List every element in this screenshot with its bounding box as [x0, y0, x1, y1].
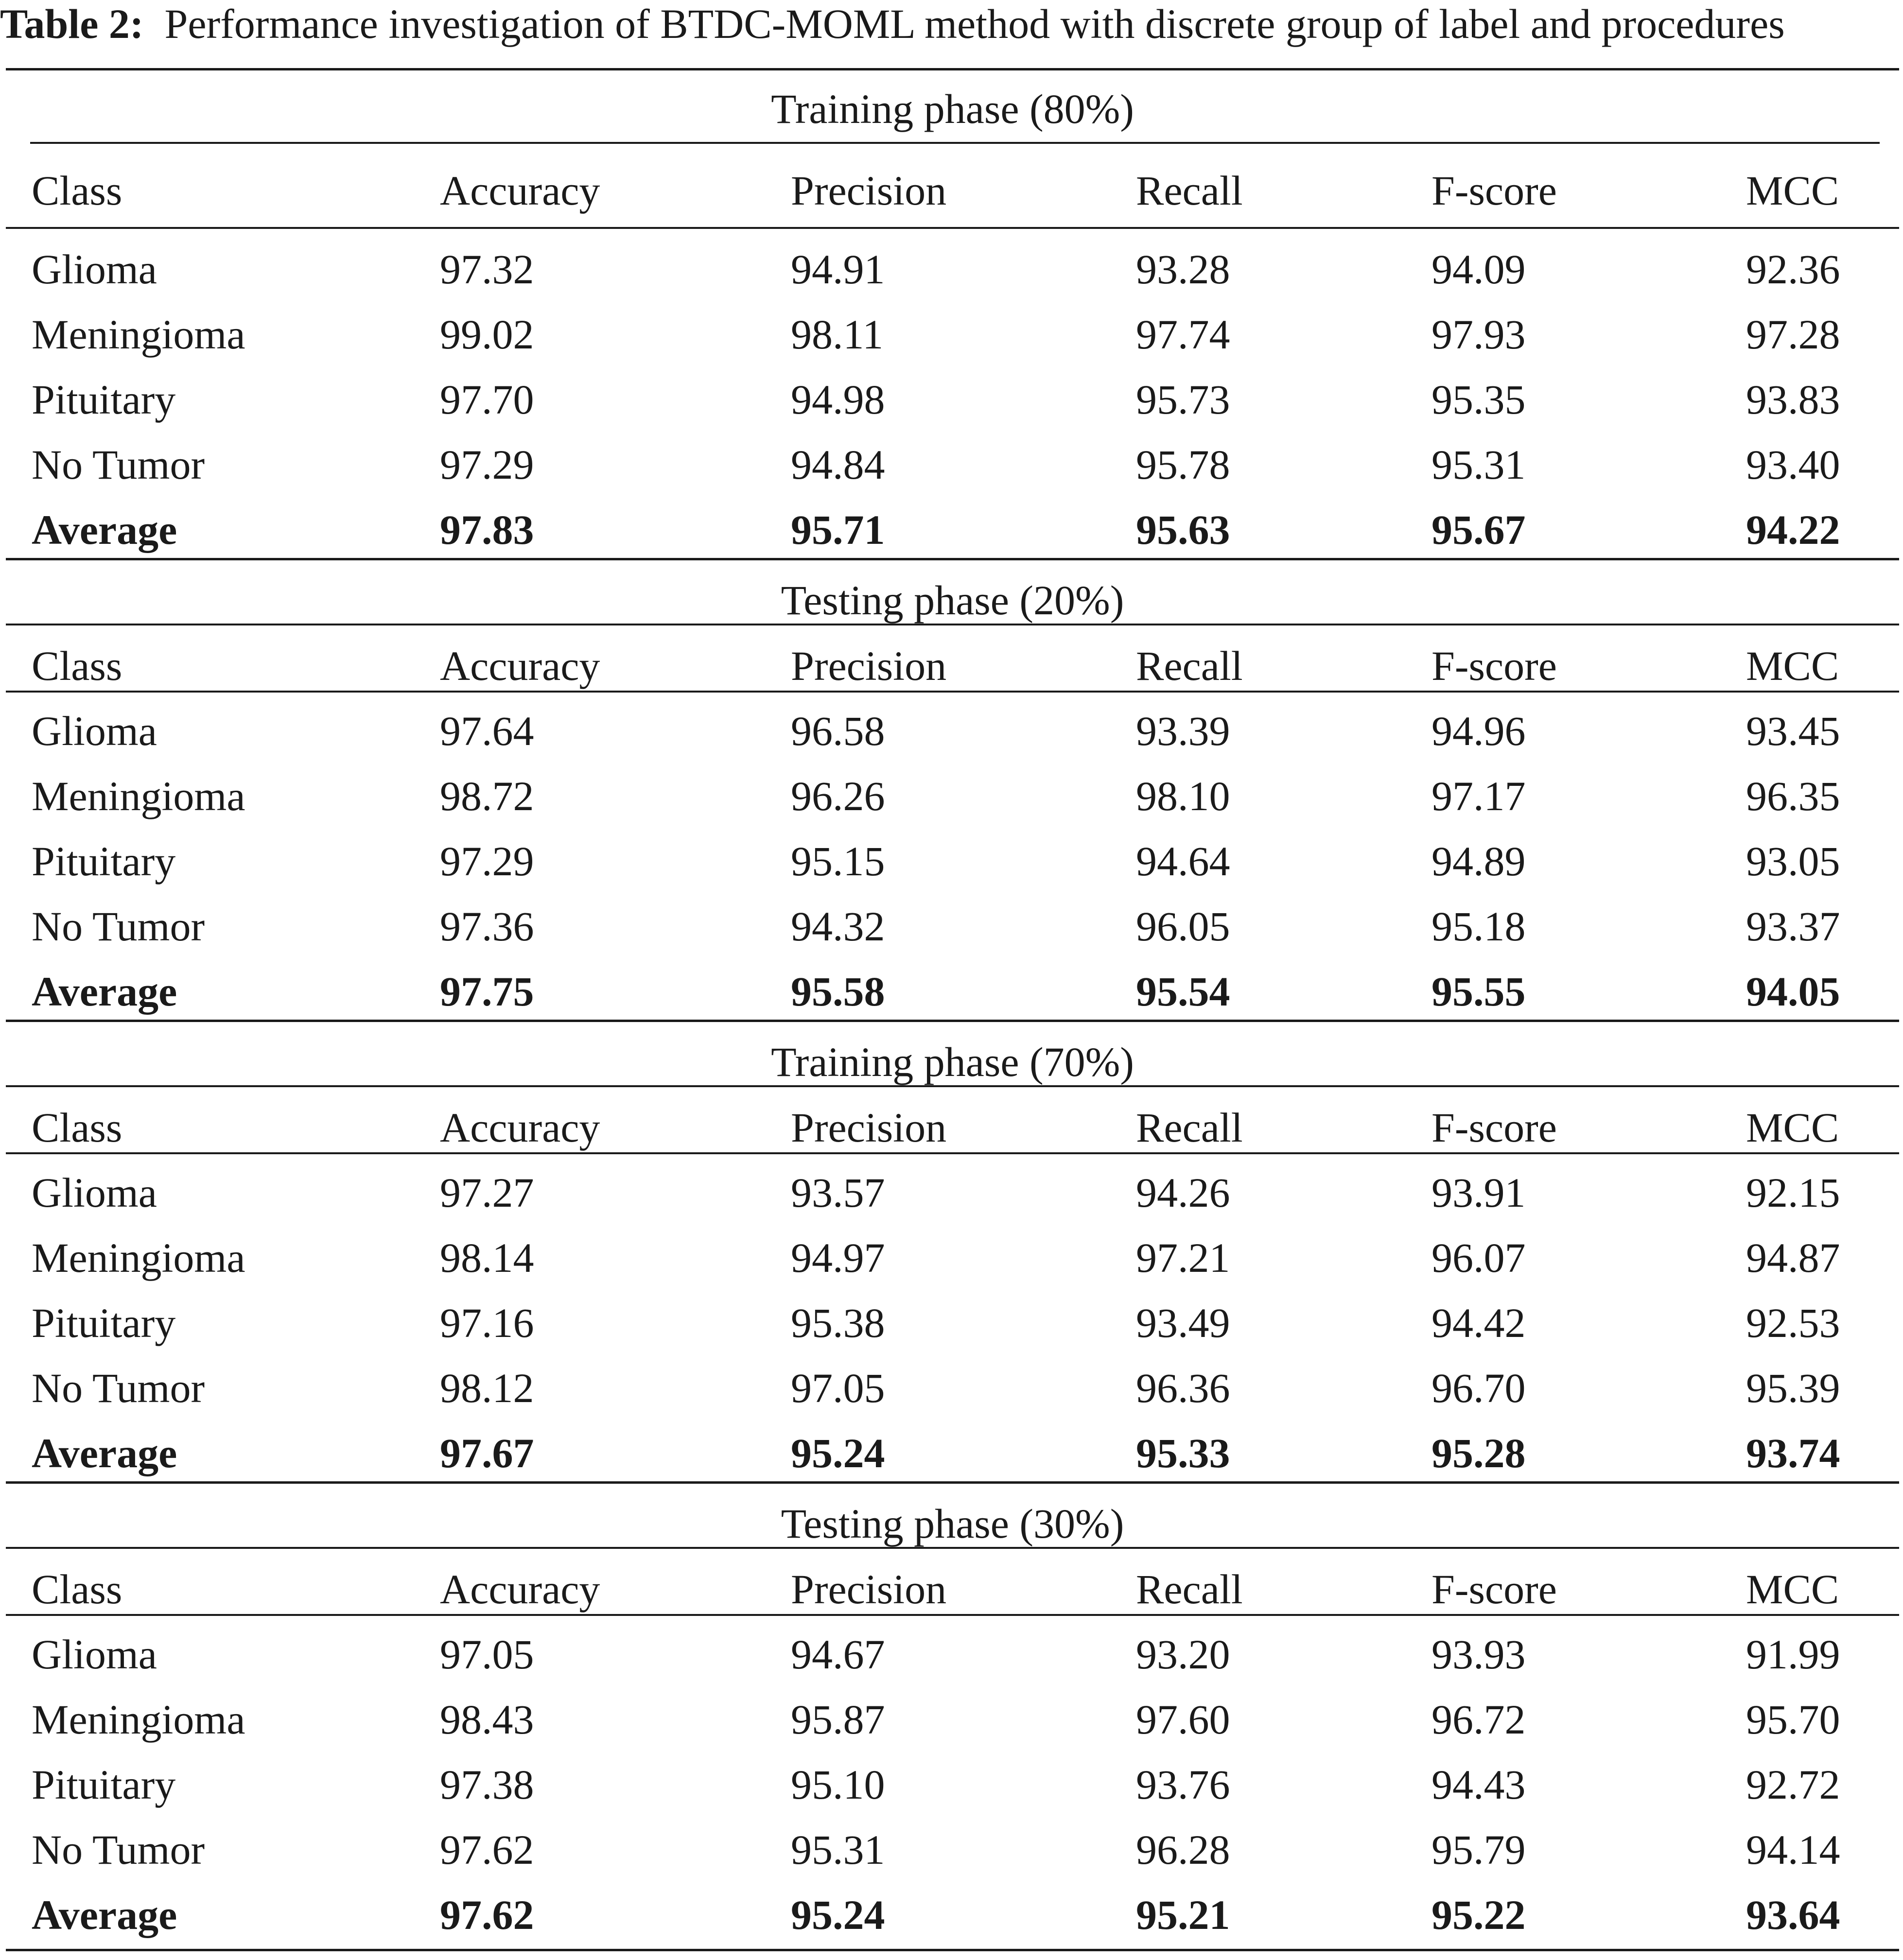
column-header: MCC [1746, 642, 1839, 689]
class-cell: Pituitary [32, 1761, 176, 1808]
value-cell: 97.67 [440, 1430, 534, 1476]
header-row [6, 1095, 1899, 1160]
class-cell: No Tumor [32, 1826, 205, 1873]
value-cell: 98.12 [440, 1365, 534, 1411]
value-cell: 94.64 [1136, 838, 1230, 885]
value-cell: 94.05 [1746, 968, 1840, 1015]
value-cell: 93.76 [1136, 1761, 1230, 1808]
table-rule [6, 1481, 1899, 1484]
value-cell: 94.67 [791, 1631, 885, 1678]
value-cell: 97.74 [1136, 311, 1230, 358]
table-row [6, 237, 1899, 302]
value-cell: 95.54 [1136, 968, 1230, 1015]
header-row [6, 158, 1899, 223]
table-row [6, 1817, 1899, 1882]
column-header: MCC [1746, 1566, 1839, 1613]
value-cell: 94.42 [1432, 1300, 1526, 1346]
value-cell: 95.79 [1432, 1826, 1526, 1873]
class-cell: Meningioma [32, 1234, 245, 1281]
table-row [6, 432, 1899, 497]
table-rule [6, 1614, 1899, 1616]
table-rule [6, 68, 1899, 70]
column-header: Accuracy [440, 1104, 600, 1151]
value-cell: 96.07 [1432, 1234, 1526, 1281]
class-cell: Glioma [32, 708, 157, 754]
class-cell: Pituitary [32, 376, 176, 423]
value-cell: 93.74 [1746, 1430, 1840, 1476]
value-cell: 95.10 [791, 1761, 885, 1808]
class-cell: Glioma [32, 246, 157, 293]
class-cell: No Tumor [32, 1365, 205, 1411]
value-cell: 94.43 [1432, 1761, 1526, 1808]
value-cell: 93.91 [1432, 1169, 1526, 1216]
value-cell: 94.89 [1432, 838, 1526, 885]
table-caption [0, 0, 1785, 56]
column-header: Accuracy [440, 642, 600, 689]
value-cell: 93.45 [1746, 708, 1840, 754]
table-row [6, 1160, 1899, 1225]
value-cell: 95.24 [791, 1891, 885, 1938]
value-cell: 93.37 [1746, 903, 1840, 950]
value-cell: 95.71 [791, 506, 885, 553]
table-row [6, 1752, 1899, 1817]
class-cell: Meningioma [32, 311, 245, 358]
value-cell: 92.36 [1746, 246, 1840, 293]
value-cell: 94.09 [1432, 246, 1526, 293]
column-header: Precision [791, 1104, 947, 1151]
value-cell: 95.35 [1432, 376, 1526, 423]
value-cell: 94.96 [1432, 708, 1526, 754]
value-cell: 97.21 [1136, 1234, 1230, 1281]
value-cell: 94.87 [1746, 1234, 1840, 1281]
value-cell: 97.05 [440, 1631, 534, 1678]
class-cell: No Tumor [32, 441, 205, 488]
table-rule [6, 558, 1899, 560]
value-cell: 92.15 [1746, 1169, 1840, 1216]
value-cell: 97.36 [440, 903, 534, 950]
value-cell: 95.55 [1432, 968, 1526, 1015]
value-cell: 97.17 [1432, 773, 1526, 819]
column-header: Accuracy [440, 1566, 600, 1613]
table-caption-text: Performance investigation of BTDC-MOML method with discrete group of label and procedures [164, 0, 1785, 47]
column-header: Class [32, 1104, 122, 1151]
table-rule [6, 1547, 1899, 1549]
value-cell: 96.05 [1136, 903, 1230, 950]
value-cell: 94.22 [1746, 506, 1840, 553]
value-cell: 95.22 [1432, 1891, 1526, 1938]
table-rule [6, 1020, 1899, 1022]
value-cell: 94.32 [791, 903, 885, 950]
value-cell: 98.10 [1136, 773, 1230, 819]
value-cell: 99.02 [440, 311, 534, 358]
class-cell: Meningioma [32, 1696, 245, 1743]
value-cell: 94.84 [791, 441, 885, 488]
value-cell: 97.27 [440, 1169, 534, 1216]
value-cell: 97.75 [440, 968, 534, 1015]
column-header: F-score [1432, 642, 1557, 689]
column-header: Precision [791, 1566, 947, 1613]
value-cell: 94.97 [791, 1234, 885, 1281]
value-cell: 93.20 [1136, 1631, 1230, 1678]
value-cell: 98.14 [440, 1234, 534, 1281]
column-header: Recall [1136, 1104, 1243, 1151]
value-cell: 97.62 [440, 1826, 534, 1873]
value-cell: 95.28 [1432, 1430, 1526, 1476]
value-cell: 95.63 [1136, 506, 1230, 553]
value-cell: 97.64 [440, 708, 534, 754]
column-header: F-score [1432, 1566, 1557, 1613]
value-cell: 95.58 [791, 968, 885, 1015]
column-header: Accuracy [440, 167, 600, 214]
value-cell: 95.18 [1432, 903, 1526, 950]
table-row [6, 302, 1899, 367]
value-cell: 93.93 [1432, 1631, 1526, 1678]
value-cell: 93.39 [1136, 708, 1230, 754]
column-header: Precision [791, 167, 947, 214]
value-cell: 97.05 [791, 1365, 885, 1411]
average-row [6, 497, 1899, 562]
table-row [6, 698, 1899, 763]
table-row [6, 1290, 1899, 1355]
average-row [6, 959, 1899, 1024]
table-rule [6, 227, 1899, 229]
value-cell: 98.11 [791, 311, 884, 358]
value-cell: 94.14 [1746, 1826, 1840, 1873]
class-cell: Average [32, 1891, 177, 1938]
column-header: MCC [1746, 1104, 1839, 1151]
value-cell: 96.35 [1746, 773, 1840, 819]
class-cell: Meningioma [32, 773, 245, 819]
value-cell: 97.70 [440, 376, 534, 423]
value-cell: 91.99 [1746, 1631, 1840, 1678]
value-cell: 93.64 [1746, 1891, 1840, 1938]
value-cell: 93.05 [1746, 838, 1840, 885]
column-header: Recall [1136, 1566, 1243, 1613]
section-title: Training phase (70%) [771, 1039, 1134, 1085]
value-cell: 93.83 [1746, 376, 1840, 423]
table-rule [6, 691, 1899, 693]
value-cell: 92.72 [1746, 1761, 1840, 1808]
header-row [6, 633, 1899, 698]
value-cell: 97.60 [1136, 1696, 1230, 1743]
column-header: Class [32, 1566, 122, 1613]
column-header: Class [32, 167, 122, 214]
value-cell: 93.49 [1136, 1300, 1230, 1346]
value-cell: 95.70 [1746, 1696, 1840, 1743]
value-cell: 96.26 [791, 773, 885, 819]
table-rule [6, 1949, 1899, 1951]
value-cell: 95.73 [1136, 376, 1230, 423]
value-cell: 95.87 [791, 1696, 885, 1743]
section-title: Training phase (80%) [771, 86, 1134, 132]
value-cell: 94.91 [791, 246, 885, 293]
column-header: Recall [1136, 167, 1243, 214]
class-cell: Average [32, 506, 177, 553]
value-cell: 95.21 [1136, 1891, 1230, 1938]
value-cell: 97.29 [440, 838, 534, 885]
table-row [6, 1225, 1899, 1290]
table-rule [6, 1152, 1899, 1154]
table-row [6, 1622, 1899, 1687]
class-cell: Glioma [32, 1631, 157, 1678]
value-cell: 95.31 [791, 1826, 885, 1873]
value-cell: 95.78 [1136, 441, 1230, 488]
value-cell: 97.93 [1432, 311, 1526, 358]
column-header: MCC [1746, 167, 1839, 214]
column-header: Recall [1136, 642, 1243, 689]
table-rule [6, 1085, 1899, 1087]
value-cell: 97.62 [440, 1891, 534, 1938]
value-cell: 95.33 [1136, 1430, 1230, 1476]
value-cell: 96.70 [1432, 1365, 1526, 1411]
value-cell: 95.38 [791, 1300, 885, 1346]
class-cell: No Tumor [32, 903, 205, 950]
class-cell: Average [32, 968, 177, 1015]
value-cell: 93.40 [1746, 441, 1840, 488]
table-rule [30, 142, 1880, 144]
value-cell: 94.98 [791, 376, 885, 423]
value-cell: 97.29 [440, 441, 534, 488]
value-cell: 95.15 [791, 838, 885, 885]
value-cell: 97.83 [440, 506, 534, 553]
column-header: Class [32, 642, 122, 689]
table-rule [6, 624, 1899, 625]
table-row [6, 763, 1899, 829]
value-cell: 97.32 [440, 246, 534, 293]
section-title: Testing phase (20%) [781, 577, 1124, 624]
table-row [6, 367, 1899, 432]
column-header: F-score [1432, 1104, 1557, 1151]
value-cell: 98.43 [440, 1696, 534, 1743]
value-cell: 96.28 [1136, 1826, 1230, 1873]
value-cell: 92.53 [1746, 1300, 1840, 1346]
average-row [6, 1882, 1899, 1947]
column-header: Precision [791, 642, 947, 689]
column-header: F-score [1432, 167, 1557, 214]
value-cell: 93.57 [791, 1169, 885, 1216]
value-cell: 97.38 [440, 1761, 534, 1808]
value-cell: 93.28 [1136, 246, 1230, 293]
class-cell: Average [32, 1430, 177, 1476]
class-cell: Pituitary [32, 1300, 176, 1346]
class-cell: Glioma [32, 1169, 157, 1216]
table-row [6, 1355, 1899, 1421]
value-cell: 97.16 [440, 1300, 534, 1346]
value-cell: 95.67 [1432, 506, 1526, 553]
table-row [6, 894, 1899, 959]
class-cell: Pituitary [32, 838, 176, 885]
header-row [6, 1557, 1899, 1622]
section-title: Testing phase (30%) [781, 1500, 1124, 1547]
value-cell: 95.39 [1746, 1365, 1840, 1411]
value-cell: 97.28 [1746, 311, 1840, 358]
value-cell: 96.36 [1136, 1365, 1230, 1411]
table-label: Table 2: [0, 0, 144, 47]
value-cell: 98.72 [440, 773, 534, 819]
value-cell: 95.31 [1432, 441, 1526, 488]
table-row [6, 829, 1899, 894]
value-cell: 96.58 [791, 708, 885, 754]
value-cell: 96.72 [1432, 1696, 1526, 1743]
value-cell: 94.26 [1136, 1169, 1230, 1216]
value-cell: 95.24 [791, 1430, 885, 1476]
table-row [6, 1687, 1899, 1752]
average-row [6, 1421, 1899, 1486]
